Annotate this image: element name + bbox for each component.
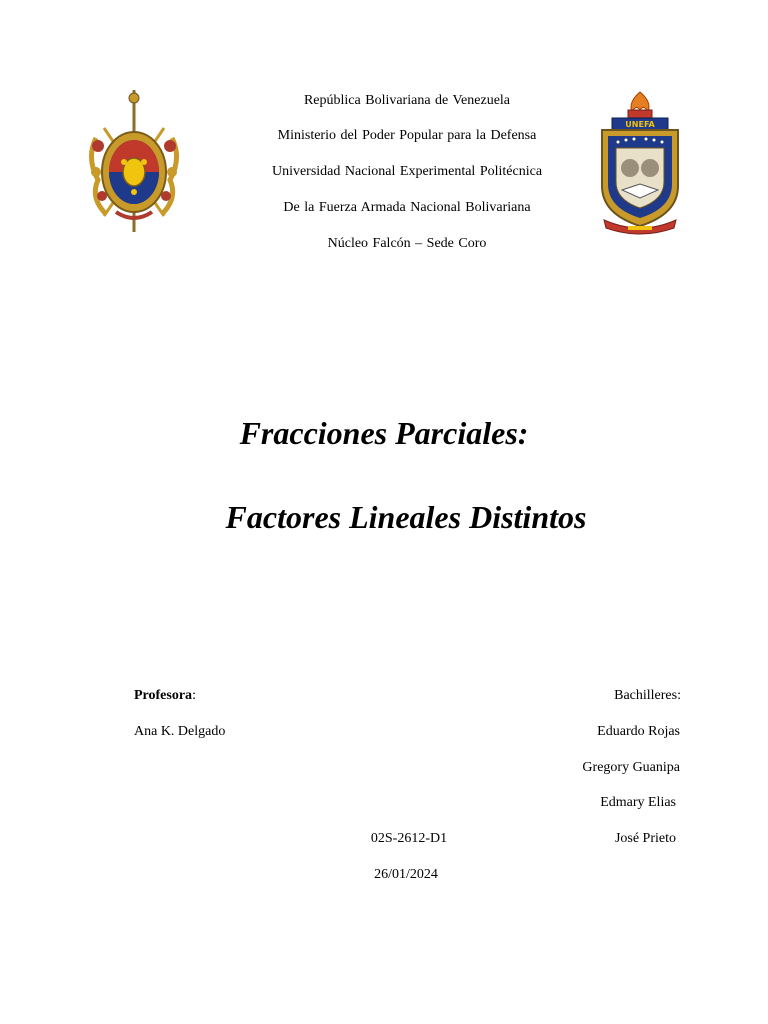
- bachiller-name: José Prieto: [614, 831, 676, 846]
- header-line-nucleo: Núcleo Falcón – Sede Coro: [327, 236, 487, 251]
- unefa-shield-icon: [598, 90, 682, 236]
- unefa-logo-text: UNEFA: [625, 120, 655, 129]
- bachiller-name: Gregory Guanipa: [582, 760, 680, 775]
- profesora-name: Ana K. Delgado: [134, 724, 226, 739]
- course-code: 02S-2612-D1: [370, 831, 448, 846]
- document-date: 26/01/2024: [374, 867, 438, 882]
- profesora-colon: :: [192, 688, 196, 703]
- title-line-1: Fracciones Parciales:: [239, 415, 529, 451]
- bachiller-name: Edmary Elias: [600, 795, 676, 810]
- header-line-fuerza-armada: De la Fuerza Armada Nacional Bolivariana: [283, 200, 531, 215]
- bachilleres-label: Bachilleres:: [614, 688, 681, 703]
- header-line-universidad: Universidad Nacional Experimental Politécnica: [271, 164, 543, 179]
- header-line-republica: República Bolivariana de Venezuela: [303, 93, 511, 108]
- profesora-label: Profesora: [134, 688, 193, 703]
- header-line-ministerio: Ministerio del Poder Popular para la Defensa: [277, 128, 537, 143]
- bachiller-name: Eduardo Rojas: [597, 724, 680, 739]
- profesora-label-row: [134, 687, 196, 705]
- title-line-2: Factores Lineales Distintos: [225, 499, 587, 535]
